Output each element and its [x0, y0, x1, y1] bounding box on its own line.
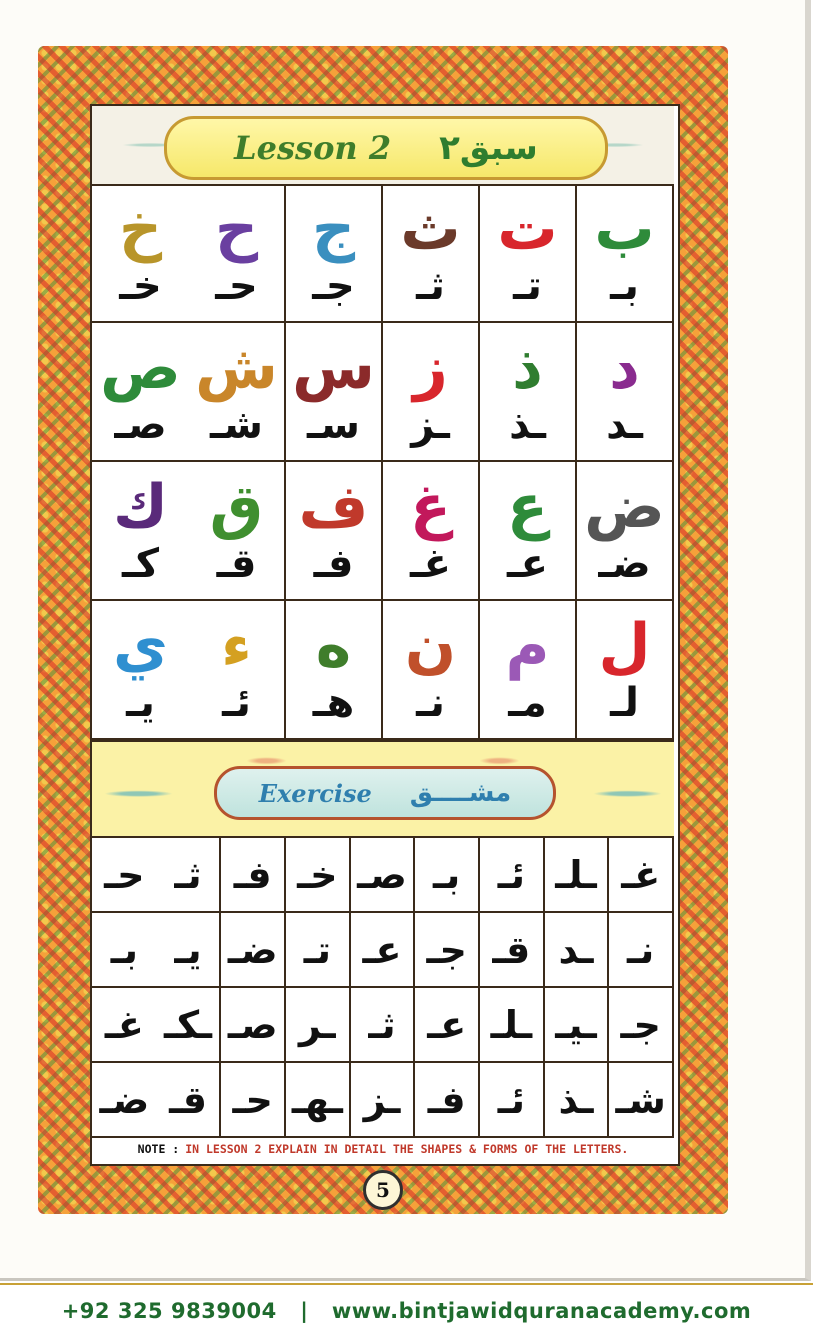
- exercise-cell: بـ: [415, 838, 480, 913]
- exercise-cell: عـ: [415, 988, 480, 1063]
- letter-isolated: ذ: [512, 332, 543, 403]
- letter-cell: [92, 601, 189, 740]
- lesson-title-arabic: سبق٢: [439, 128, 538, 168]
- note-text: IN LESSON 2 EXPLAIN IN DETAIL THE SHAPES & FORMS OF THE LETTERS.: [185, 1142, 629, 1156]
- letter-form: حـ: [215, 262, 258, 309]
- exercise-cell: قـ: [480, 913, 545, 988]
- exercise-cell: حـ: [221, 1063, 286, 1138]
- letter-cell: [286, 601, 383, 740]
- exercise-cell: حـ: [92, 838, 157, 913]
- exercise-cell: صـ: [221, 988, 286, 1063]
- letter-cell: [189, 323, 286, 462]
- letter-isolated: ب: [594, 193, 655, 264]
- letter-form: خـ: [119, 262, 162, 309]
- letter-form: ـد: [606, 401, 643, 448]
- letter-isolated: ف: [298, 471, 369, 542]
- letter-cell: [92, 462, 189, 601]
- letter-cell: [480, 184, 577, 323]
- letter-form: تـ: [513, 262, 542, 309]
- letter-cell: [577, 601, 674, 740]
- letter-cell: [480, 323, 577, 462]
- page-number: 5: [363, 1170, 403, 1210]
- exercise-cell: صـ: [351, 838, 416, 913]
- letter-isolated: ق: [209, 471, 264, 542]
- letter-cell: [189, 462, 286, 601]
- letter-grid: [92, 184, 674, 740]
- letter-cell: [92, 323, 189, 462]
- letter-isolated: ز: [413, 332, 448, 403]
- exercise-cell: ـلـ: [480, 988, 545, 1063]
- footer: [0, 1294, 813, 1328]
- exercise-cell: ئـ: [480, 838, 545, 913]
- exercise-cell: ـد: [545, 913, 610, 988]
- exercise-cell: عـ: [351, 913, 416, 988]
- exercise-cell: بـ: [92, 913, 157, 988]
- letter-form: يـ: [126, 679, 155, 726]
- letter-form: ثـ: [416, 262, 445, 309]
- letter-isolated: ج: [311, 193, 356, 264]
- letter-cell: [480, 462, 577, 601]
- letter-form: كـ: [122, 540, 159, 587]
- letter-form: مـ: [508, 679, 547, 726]
- footer-phone: +92 325 9839004: [61, 1299, 277, 1323]
- letter-isolated: ك: [113, 471, 168, 542]
- letter-cell: [189, 184, 286, 323]
- letter-form: فـ: [313, 540, 354, 587]
- footer-website[interactable]: www.bintjawidquranacademy.com: [331, 1299, 752, 1323]
- letter-isolated: ص: [100, 332, 181, 403]
- letter-cell: [577, 323, 674, 462]
- exercise-title-arabic: مشــــق: [409, 778, 512, 808]
- letter-isolated: م: [505, 610, 550, 681]
- letter-form: جـ: [312, 262, 355, 309]
- letter-form: عـ: [507, 540, 548, 587]
- letter-form: هـ: [312, 679, 355, 726]
- exercise-cell: قـ: [157, 1063, 222, 1138]
- letter-form: ـز: [411, 401, 450, 448]
- letter-cell: [286, 184, 383, 323]
- letter-cell: [286, 323, 383, 462]
- letter-form: ئـ: [222, 679, 251, 726]
- exercise-cell: جـ: [609, 988, 674, 1063]
- letter-isolated: ع: [507, 471, 548, 542]
- lesson-title-pill: [164, 116, 608, 180]
- exercise-cell: ضـ: [221, 913, 286, 988]
- letter-isolated: ي: [113, 610, 168, 681]
- letter-cell: [383, 601, 480, 740]
- exercise-cell: نـ: [609, 913, 674, 988]
- letter-form: ضـ: [598, 540, 651, 587]
- letter-isolated: ء: [221, 610, 252, 681]
- exercise-cell: تـ: [286, 913, 351, 988]
- exercise-cell: ـيـ: [545, 988, 610, 1063]
- exercise-cell: غـ: [92, 988, 157, 1063]
- footer-divider: [0, 1283, 813, 1285]
- letter-form: نـ: [416, 679, 445, 726]
- letter-form: غـ: [410, 540, 451, 587]
- exercise-cell: جـ: [415, 913, 480, 988]
- letter-isolated: ه: [315, 610, 352, 681]
- letter-form: بـ: [610, 262, 639, 309]
- exercise-cell: ـكـ: [157, 988, 222, 1063]
- exercise-cell: ثـ: [351, 988, 416, 1063]
- exercise-cell: ضـ: [92, 1063, 157, 1138]
- letter-cell: [92, 184, 189, 323]
- letter-isolated: غ: [410, 471, 451, 542]
- exercise-cell: ـهـ: [286, 1063, 351, 1138]
- exercise-title-english: Exercise: [258, 778, 372, 808]
- exercise-cell: يـ: [157, 913, 222, 988]
- note-label: NOTE :: [137, 1142, 180, 1156]
- letter-form: شـ: [210, 401, 264, 448]
- exercise-cell: فـ: [221, 838, 286, 913]
- letter-cell: [189, 601, 286, 740]
- letter-form: ـذ: [509, 401, 546, 448]
- letter-cell: [577, 184, 674, 323]
- exercise-cell: ثـ: [157, 838, 222, 913]
- exercise-cell: فـ: [415, 1063, 480, 1138]
- letter-isolated: د: [609, 332, 640, 403]
- letter-cell: [383, 462, 480, 601]
- exercise-cell: ئـ: [480, 1063, 545, 1138]
- letter-form: سـ: [307, 401, 361, 448]
- letter-cell: [577, 462, 674, 601]
- exercise-banner: [92, 740, 674, 838]
- exercise-cell: ـر: [286, 988, 351, 1063]
- letter-form: صـ: [114, 401, 167, 448]
- footer-separator: |: [300, 1299, 309, 1323]
- lesson-banner: [92, 106, 674, 186]
- exercise-cell: خـ: [286, 838, 351, 913]
- letter-isolated: ح: [214, 193, 259, 264]
- letter-cell: [383, 184, 480, 323]
- letter-isolated: ن: [404, 610, 457, 681]
- exercise-cell: ـز: [351, 1063, 416, 1138]
- letter-cell: [383, 323, 480, 462]
- exercise-cell: غـ: [609, 838, 674, 913]
- letter-cell: [480, 601, 577, 740]
- exercise-cell: ـذ: [545, 1063, 610, 1138]
- letter-cell: [286, 462, 383, 601]
- exercise-grid: [92, 838, 674, 1138]
- letter-form: لـ: [610, 679, 639, 726]
- letter-isolated: ث: [400, 193, 461, 264]
- letter-isolated: خ: [118, 193, 163, 264]
- letter-isolated: س: [292, 332, 375, 403]
- exercise-title-pill: [214, 766, 556, 820]
- teacher-note: [92, 1138, 674, 1160]
- letter-isolated: ت: [497, 193, 558, 264]
- letter-isolated: ش: [195, 332, 278, 403]
- letter-isolated: ل: [598, 610, 651, 681]
- lesson-title-english: Lesson 2: [234, 129, 392, 167]
- letter-isolated: ض: [584, 471, 665, 542]
- exercise-cell: شـ: [609, 1063, 674, 1138]
- letter-form: قـ: [216, 540, 257, 587]
- exercise-cell: ـلـ: [545, 838, 610, 913]
